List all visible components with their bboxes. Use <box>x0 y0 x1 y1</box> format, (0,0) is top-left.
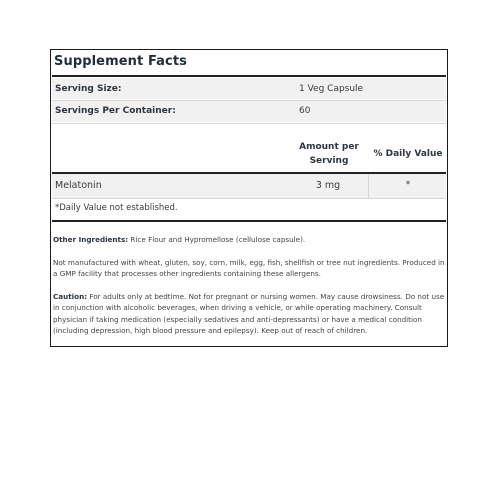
servings-label: Servings Per Container: <box>55 106 176 116</box>
amount-header-line1: Amount per <box>299 142 359 152</box>
other-ingredients <box>53 234 446 245</box>
servings-value: 60 <box>299 106 311 116</box>
caution-label: Caution: <box>53 292 88 301</box>
caution-text: For adults only at bedtime. Not for pregnant or nursing women. May cause drowsiness. Do not use in conjunction with alcoholic beverages, when driving a vehicle, or while operating machinery. Consult physician if taking medication (especially sedatives and anti-depressants) or have a medical condition (including depression, high blood pressure and epilepsy). Keep out of reach of children. <box>53 292 445 336</box>
caution-statement <box>53 291 446 337</box>
amount-header-line2: Serving <box>309 156 349 166</box>
ingredient-daily-value: * <box>405 180 411 190</box>
other-ingredients-label: Other Ingredients: <box>53 235 129 244</box>
footnote-divider <box>52 220 446 222</box>
serving-size-label: Serving Size: <box>55 84 122 94</box>
daily-value-footnote: *Daily Value not established. <box>55 203 178 213</box>
row-divider <box>52 123 446 124</box>
row-divider <box>52 198 446 199</box>
serving-size-value: 1 Veg Capsule <box>299 84 364 94</box>
panel-title: Supplement Facts <box>54 54 188 69</box>
title-divider <box>52 75 446 77</box>
allergen-statement: Not manufactured with wheat, gluten, soy, corn, milk, egg, fish, shellfish or tree nut ingredients. Produced in a GMP facility that processes other ingredients containing these allergens. <box>53 258 445 279</box>
supplement-facts-panel <box>50 49 448 347</box>
daily-value-header: % Daily Value <box>373 149 443 159</box>
other-ingredients-text: Rice Flour and Hypromellose (cellulose capsule). <box>128 235 306 244</box>
ingredient-amount: 3 mg <box>315 180 341 191</box>
ingredient-name: Melatonin <box>55 180 102 191</box>
